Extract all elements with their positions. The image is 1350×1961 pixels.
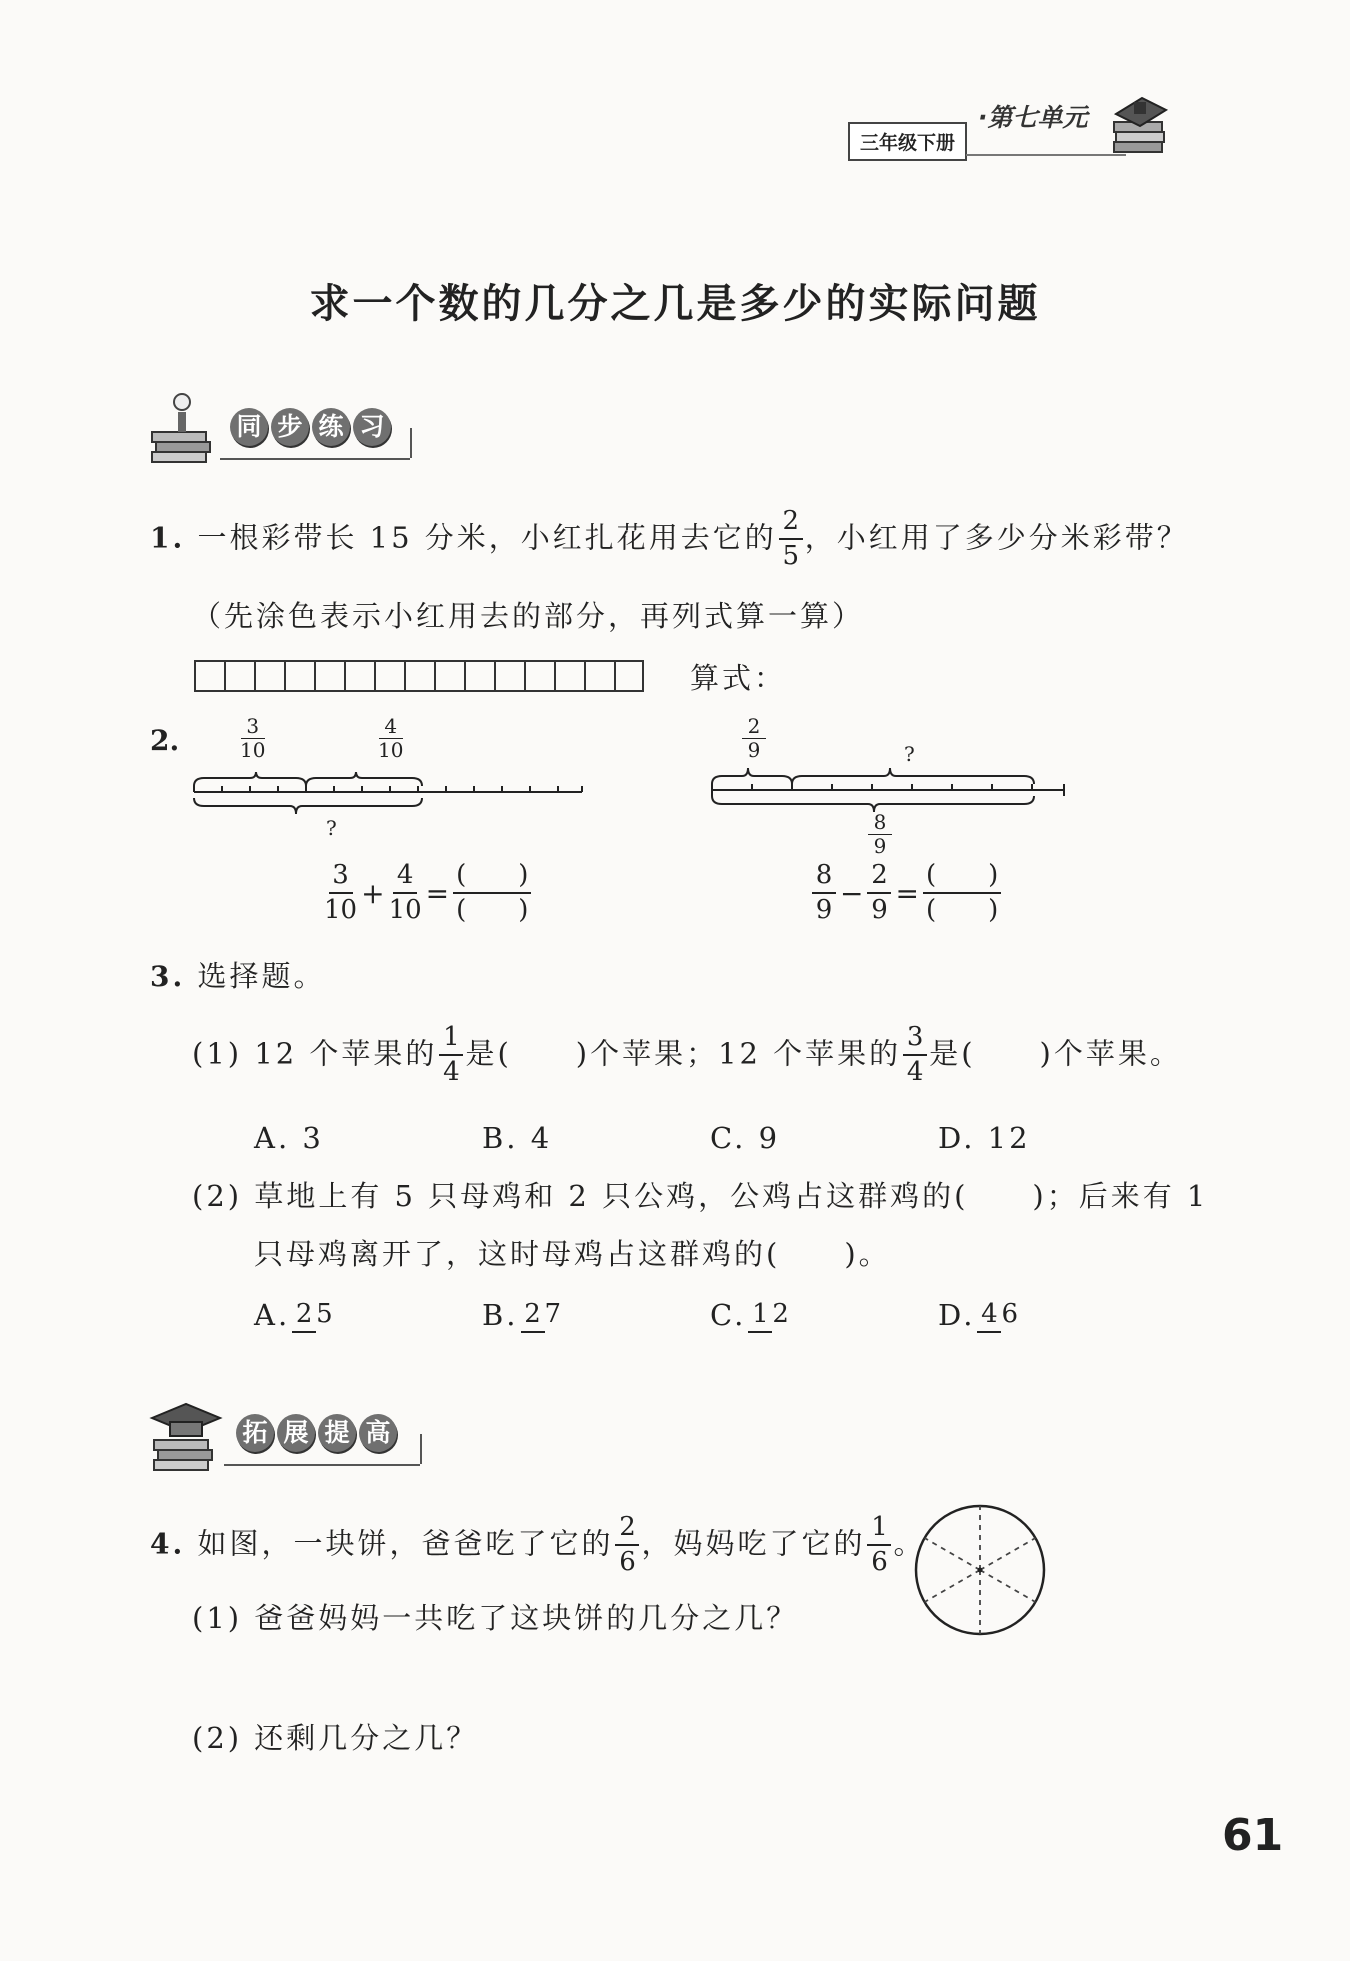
grad-cap-books-icon bbox=[148, 1394, 224, 1478]
right-segment-line bbox=[708, 762, 1088, 822]
unknown-mark: ? bbox=[904, 742, 915, 766]
banner-char: 同 bbox=[230, 408, 268, 446]
grid-cell[interactable] bbox=[524, 660, 554, 692]
option[interactable]: A. 2 5 bbox=[254, 1298, 333, 1333]
grade-label: 三年级下册 bbox=[848, 122, 967, 161]
banner-char: 拓 bbox=[236, 1414, 274, 1452]
banner-underline bbox=[220, 458, 410, 460]
q3-part1: (1) 12 个苹果的 $\frac{1}{4}$ 是( )个苹果；12 个苹果的 $\frac{3}{4}$ 是( )个苹果。 bbox=[192, 1022, 1182, 1088]
grid-cell[interactable] bbox=[224, 660, 254, 692]
option[interactable]: D. 12 bbox=[938, 1121, 1031, 1155]
grid-cell[interactable] bbox=[554, 660, 584, 692]
question-number: 1. bbox=[150, 521, 186, 555]
option[interactable]: C. 1 2 bbox=[710, 1298, 789, 1333]
section-banner-extension bbox=[148, 1394, 428, 1474]
grid-cell[interactable] bbox=[614, 660, 644, 692]
q3-part1-options bbox=[254, 1121, 1031, 1155]
diagram-fraction: $\frac{8}{9}$ bbox=[868, 812, 892, 857]
grid-cell[interactable] bbox=[284, 660, 314, 692]
question-3: 3. 选择题。 bbox=[150, 959, 326, 993]
banner-underline bbox=[224, 1464, 420, 1466]
q3-part2-line1: (2) 草地上有 5 只母鸡和 2 只公鸡，公鸡占这群鸡的( )；后来有 1 bbox=[192, 1179, 1209, 1213]
diagram-fraction: $\frac{4}{10}$ bbox=[378, 714, 404, 762]
books-icon bbox=[148, 388, 220, 472]
option[interactable]: B. 2 7 bbox=[482, 1298, 562, 1333]
grid-cell[interactable] bbox=[314, 660, 344, 692]
question-number: 2. bbox=[150, 724, 180, 757]
banner-char: 习 bbox=[353, 408, 391, 446]
banner-char: 展 bbox=[277, 1414, 315, 1452]
left-segment-line bbox=[190, 768, 590, 828]
question-1 bbox=[150, 508, 1189, 571]
q2-left-equation: $\frac{3}{10}$ + $\frac{4}{10}$ = $\frac{( )}{( )}$ bbox=[322, 862, 533, 925]
q2-left-diagram bbox=[190, 716, 590, 856]
grid-cell[interactable] bbox=[194, 660, 224, 692]
q3-part2-options bbox=[254, 1298, 1020, 1333]
unknown-mark: ? bbox=[326, 816, 337, 840]
grid-cell[interactable] bbox=[254, 660, 284, 692]
q3-part2-line2: 只母鸡离开了，这时母鸡占这群鸡的( )。 bbox=[254, 1237, 891, 1271]
grid-cell[interactable] bbox=[464, 660, 494, 692]
grid-cell[interactable] bbox=[344, 660, 374, 692]
option[interactable]: C. 9 bbox=[710, 1121, 781, 1155]
question-4: 4. 如图，一块饼，爸爸吃了它的 $\frac{2}{6}$ ，妈妈吃了它的 $\frac{1}{6}$ 。 bbox=[150, 1512, 926, 1578]
grid-cell[interactable] bbox=[494, 660, 524, 692]
q1-text-b: ，小红用了多少分米彩带？ bbox=[804, 520, 1189, 555]
section-banner-practice bbox=[148, 388, 418, 468]
q1-text-a: 一根彩带长 15 分米，小红扎花用去它的 bbox=[197, 520, 777, 555]
q4-part1: (1) 爸爸妈妈一共吃了这块饼的几分之几？ bbox=[192, 1601, 799, 1635]
grid-cell[interactable] bbox=[584, 660, 614, 692]
q2-right-equation: $\frac{8}{9}$ − $\frac{2}{9}$ = $\frac{( )}{( )}$ bbox=[810, 862, 1003, 925]
header-book-icon bbox=[1110, 92, 1170, 152]
option[interactable]: B. 4 bbox=[482, 1121, 553, 1155]
page-title: 求一个数的几分之几是多少的实际问题 bbox=[309, 281, 1041, 327]
header-underline bbox=[966, 154, 1126, 156]
answer-blank[interactable]: $\frac{( )}{( )}$ bbox=[453, 862, 531, 925]
page-number: 61 bbox=[1222, 1810, 1284, 1861]
q1-formula-label: 算式： bbox=[690, 661, 787, 695]
grid-cell[interactable] bbox=[374, 660, 404, 692]
unit-label: ·第七单元 bbox=[978, 103, 1088, 132]
grid-cell[interactable] bbox=[404, 660, 434, 692]
q2-right-diagram bbox=[708, 716, 1088, 856]
banner-char: 提 bbox=[318, 1414, 356, 1452]
banner-char: 高 bbox=[359, 1414, 397, 1452]
option[interactable]: D. 4 6 bbox=[938, 1298, 1018, 1333]
diagram-fraction: $\frac{2}{9}$ bbox=[742, 716, 766, 761]
q1-fraction: $\frac{2}{5}$ bbox=[779, 508, 803, 571]
banner-char: 练 bbox=[312, 408, 350, 446]
answer-blank[interactable]: $\frac{( )}{( )}$ bbox=[923, 862, 1001, 925]
q4-part2: (2) 还剩几分之几？ bbox=[192, 1721, 479, 1755]
grid-cell[interactable] bbox=[434, 660, 464, 692]
diagram-fraction: $\frac{3}{10}$ bbox=[240, 714, 266, 762]
q1-hint: （先涂色表示小红用去的部分，再列式算一算） bbox=[192, 599, 865, 633]
option[interactable]: A. 3 bbox=[254, 1121, 324, 1155]
pancake-circle bbox=[910, 1500, 1050, 1644]
banner-char: 步 bbox=[271, 408, 309, 446]
q1-shading-grid[interactable] bbox=[194, 660, 644, 692]
header bbox=[848, 88, 1178, 168]
